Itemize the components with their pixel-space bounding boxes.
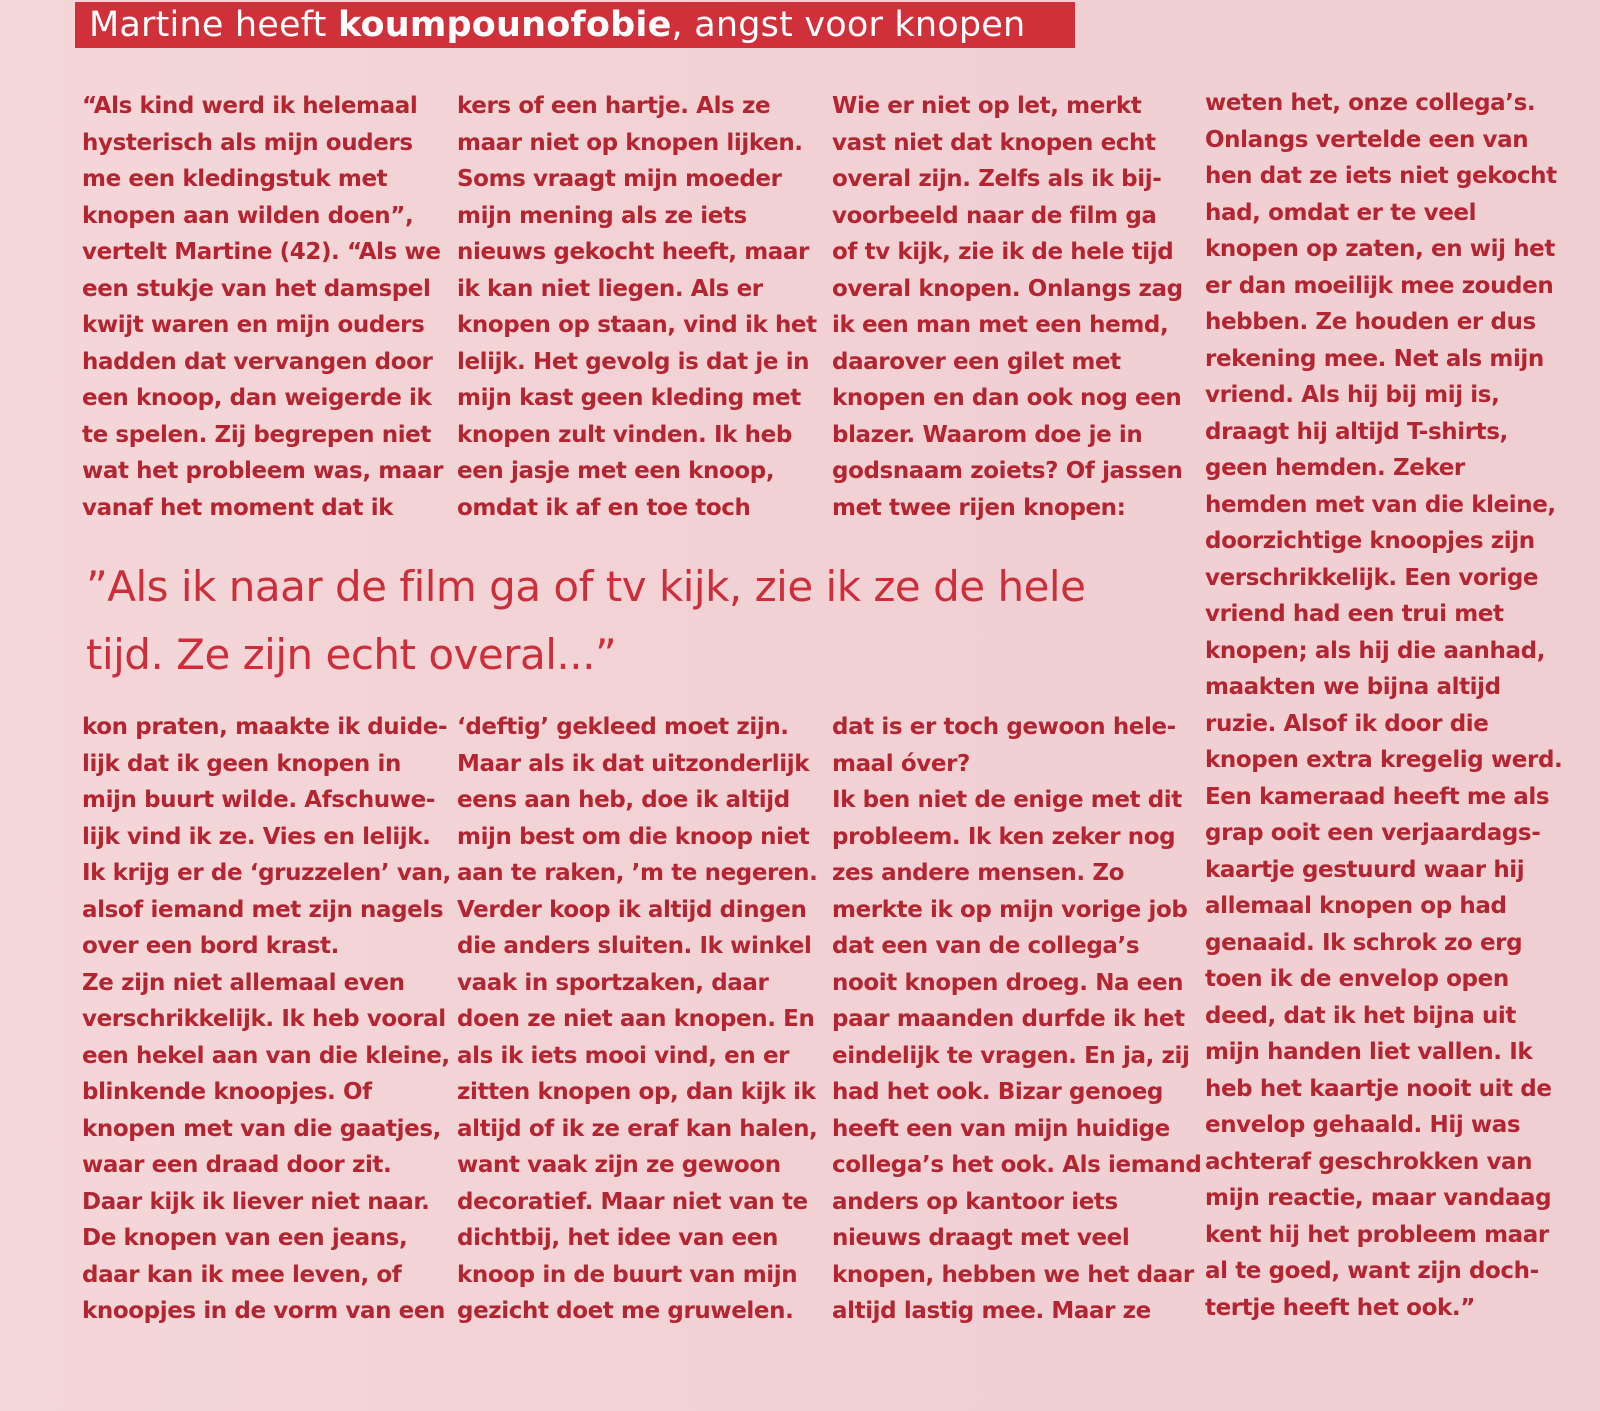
text-line: had het ook. Bizar genoeg: [832, 1079, 1163, 1105]
text-line: daar kan ik mee leven, of: [82, 1261, 402, 1288]
text-line: lelijk. Het gevolg is dat je in: [457, 348, 810, 375]
text-line: vanaf het moment dat ik: [82, 494, 394, 521]
text-line: een hekel aan van die kleine,: [82, 1042, 450, 1069]
text-line: dichtbij, het idee van een: [457, 1225, 778, 1251]
text-line: of tv kijk, zie ik de hele tijd: [832, 239, 1174, 265]
headline-text-end: , angst voor knopen: [671, 5, 1026, 45]
column-4: [1205, 85, 1562, 1326]
text-line: envelop gehaald. Hij was: [1205, 1112, 1521, 1138]
text-line: maal óver?: [832, 750, 970, 777]
text-line: mijn reactie, maar vandaag: [1205, 1185, 1552, 1211]
text-line: blinkende knoopjes. Of: [82, 1079, 372, 1105]
text-line: met twee rijen knopen:: [832, 494, 1126, 521]
text-line: knopen en dan ook nog een: [832, 385, 1182, 411]
text-line: hen dat ze iets niet gekocht: [1205, 163, 1557, 189]
text-line: zitten knopen op, dan kijk ik: [457, 1079, 816, 1105]
text-line: grap ooit een verjaardags-: [1205, 820, 1541, 846]
text-line: tertje heeft het ook.”: [1205, 1294, 1475, 1321]
text-line: me een kledingstuk met: [82, 166, 388, 192]
text-line: knopen zult vinden. Ik heb: [457, 421, 792, 448]
text-line: een knoop, dan weigerde ik: [82, 385, 432, 411]
text-line: achteraf geschrokken van: [1205, 1148, 1533, 1175]
text-line: vaak in sportzaken, daar: [457, 969, 769, 996]
text-line: want vaak zijn ze gewoon: [457, 1152, 781, 1178]
text-line: De knopen van een jeans,: [82, 1225, 408, 1251]
text-line: Wie er niet op let, merkt: [832, 93, 1142, 119]
text-line: een stukje van het damspel: [82, 275, 431, 302]
text-line: dat is er toch gewoon hele-: [832, 714, 1176, 740]
text-line: een jasje met een knoop,: [457, 458, 775, 484]
article-headline: [75, 2, 1075, 48]
text-line: aan te raken, ’m te negeren.: [457, 860, 818, 886]
text-line: knoop in de buurt van mijn: [457, 1261, 798, 1288]
column-3-top: [832, 88, 1183, 526]
text-line: weten het, onze collega’s.: [1205, 90, 1536, 116]
text-line: zes andere mensen. Zo: [832, 860, 1125, 886]
text-line: nieuws draagt met veel: [832, 1225, 1130, 1251]
text-line: Ze zijn niet allemaal even: [82, 969, 405, 996]
text-line: ik kan niet liegen. Als er: [457, 275, 763, 302]
text-line: rekening mee. Net als mijn: [1205, 345, 1544, 372]
text-line: mijn handen liet vallen. Ik: [1205, 1039, 1533, 1065]
text-line: omdat ik af en toe toch: [457, 494, 751, 521]
text-line: Ik krijg er de ‘gruzzelen’ van,: [82, 860, 451, 886]
text-line: vriend had een trui met: [1205, 601, 1504, 627]
text-line: merkte ik op mijn vorige job: [832, 896, 1188, 923]
text-line: alsof iemand met zijn nagels: [82, 896, 444, 923]
text-line: Maar als ik dat uitzonderlijk: [457, 750, 810, 777]
text-line: overal knopen. Onlangs zag: [832, 275, 1183, 302]
text-line: knopen aan wilden doen”,: [82, 202, 414, 229]
column-2-top: [457, 88, 817, 526]
text-line: eens aan heb, doe ik altijd: [457, 787, 790, 813]
text-line: Verder koop ik altijd dingen: [457, 896, 807, 923]
text-line: kent hij het probleem maar: [1205, 1221, 1549, 1248]
text-line: eindelijk te vragen. En ja, zij: [832, 1042, 1190, 1069]
text-line: had, omdat er te veel: [1205, 199, 1477, 226]
text-line: “Als kind werd ik helemaal: [82, 93, 418, 119]
text-line: hebben. Ze houden er dus: [1205, 309, 1536, 335]
text-line: als ik iets mooi vind, en er: [457, 1042, 790, 1069]
text-line: mijn kast geen kleding met: [457, 385, 801, 411]
text-line: hadden dat vervangen door: [82, 348, 433, 375]
text-line: altijd of ik ze eraf kan halen,: [457, 1115, 818, 1142]
text-line: doen ze niet aan knopen. En: [457, 1006, 815, 1032]
text-line: allemaal knopen op had: [1205, 893, 1507, 919]
text-line: die anders sluiten. Ik winkel: [457, 933, 812, 959]
text-line: anders op kantoor iets: [832, 1188, 1118, 1215]
text-line: nieuws gekocht heeft, maar: [457, 239, 809, 265]
text-line: doorzichtige knoopjes zijn: [1205, 528, 1535, 554]
text-line: Daar kijk ik liever niet naar.: [82, 1188, 430, 1215]
text-line: lijk dat ik geen knopen in: [82, 750, 401, 777]
text-line: vast niet dat knopen echt: [832, 129, 1156, 156]
text-line: ”Als ik naar de film ga of tv kijk, zie ik ze de hele: [86, 562, 1086, 611]
text-line: godsnaam zoiets? Of jassen: [832, 458, 1183, 484]
text-line: ‘deftig’ gekleed moet zijn.: [457, 714, 789, 740]
text-line: knopen extra kregelig werd.: [1205, 747, 1563, 773]
text-line: tijd. Ze zijn echt overal...”: [86, 630, 617, 679]
text-line: Ik ben niet de enige met dit: [832, 787, 1182, 813]
text-line: heeft een van mijn huidige: [832, 1115, 1170, 1142]
text-line: overal zijn. Zelfs als ik bij-: [832, 166, 1162, 192]
text-line: deed, dat ik het bijna uit: [1205, 1002, 1517, 1029]
text-line: toen ik de envelop open: [1205, 966, 1509, 992]
text-line: probleem. Ik ken zeker nog: [832, 823, 1176, 850]
text-line: al te goed, want zijn doch-: [1205, 1258, 1539, 1284]
text-line: vertelt Martine (42). “Als we: [82, 239, 441, 265]
text-line: knopen, hebben we het daar: [832, 1261, 1194, 1288]
text-line: ik een man met een hemd,: [832, 312, 1169, 338]
text-line: hysterisch als mijn ouders: [82, 129, 413, 156]
text-line: Een kameraad heeft me als: [1205, 783, 1550, 810]
text-line: kers of een hartje. Als ze: [457, 93, 771, 119]
column-3-bottom: [832, 709, 1201, 1330]
text-line: genaaid. Ik schrok zo erg: [1205, 929, 1523, 956]
text-line: altijd lastig mee. Maar ze: [832, 1298, 1151, 1324]
text-line: kaartje gestuurd waar hij: [1205, 856, 1525, 883]
text-line: paar maanden durfde ik het: [832, 1006, 1185, 1032]
text-line: geen hemden. Zeker: [1205, 455, 1465, 481]
text-line: knopen op staan, vind ik het: [457, 312, 817, 338]
text-line: er dan moeilijk mee zouden: [1205, 272, 1554, 299]
text-line: Onlangs vertelde een van: [1205, 126, 1529, 153]
text-line: lijk vind ik ze. Vies en lelijk.: [82, 823, 431, 850]
text-line: knopen; als hij die aanhad,: [1205, 637, 1546, 664]
text-line: kwijt waren en mijn ouders: [82, 312, 425, 338]
text-line: nooit knopen droeg. Na een: [832, 969, 1184, 996]
column-2-bottom: [457, 709, 817, 1330]
text-line: over een bord krast.: [82, 933, 339, 959]
text-line: dat een van de collega’s: [832, 933, 1140, 959]
text-line: vriend. Als hij bij mij is,: [1205, 382, 1500, 408]
text-line: collega’s het ook. Als iemand: [832, 1152, 1202, 1178]
text-line: blazer. Waarom doe je in: [832, 421, 1143, 448]
text-line: verschrikkelijk. Een vorige: [1205, 564, 1539, 591]
text-line: maakten we bijna altijd: [1205, 674, 1501, 700]
text-line: mijn best om die knoop niet: [457, 823, 810, 850]
headline-text: Martine heeft: [89, 5, 338, 45]
text-line: knopen op zaten, en wij het: [1205, 236, 1555, 262]
text-line: daarover een gilet met: [832, 348, 1121, 375]
text-line: wat het probleem was, maar: [82, 458, 444, 484]
text-line: ruzie. Alsof ik door die: [1205, 710, 1489, 737]
text-line: maar niet op knopen lijken.: [457, 129, 803, 156]
text-line: verschrikkelijk. Ik heb vooral: [82, 1006, 446, 1032]
text-line: mijn buurt wilde. Afschuwe-: [82, 787, 435, 813]
text-line: voorbeeld naar de film ga: [832, 202, 1157, 229]
column-1-bottom: [82, 709, 451, 1330]
text-line: te spelen. Zij begrepen niet: [82, 421, 431, 448]
text-line: hemden met van die kleine,: [1205, 491, 1556, 518]
text-line: gezicht doet me gruwelen.: [457, 1298, 794, 1324]
headline-bold-term: koumpounofobie: [337, 5, 672, 45]
text-line: kon praten, maakte ik duide-: [82, 714, 448, 740]
text-line: draagt hij altijd T-shirts,: [1205, 418, 1508, 445]
column-1-top: [82, 88, 443, 526]
text-line: waar een draad door zit.: [82, 1152, 392, 1178]
pull-quote: [86, 553, 1186, 689]
text-line: decoratief. Maar niet van te: [457, 1188, 808, 1215]
text-line: heb het kaartje nooit uit de: [1205, 1075, 1552, 1102]
text-line: knoopjes in de vorm van een: [82, 1298, 446, 1324]
text-line: mijn mening als ze iets: [457, 202, 747, 229]
text-line: Soms vraagt mijn moeder: [457, 166, 782, 192]
text-line: knopen met van die gaatjes,: [82, 1115, 441, 1142]
